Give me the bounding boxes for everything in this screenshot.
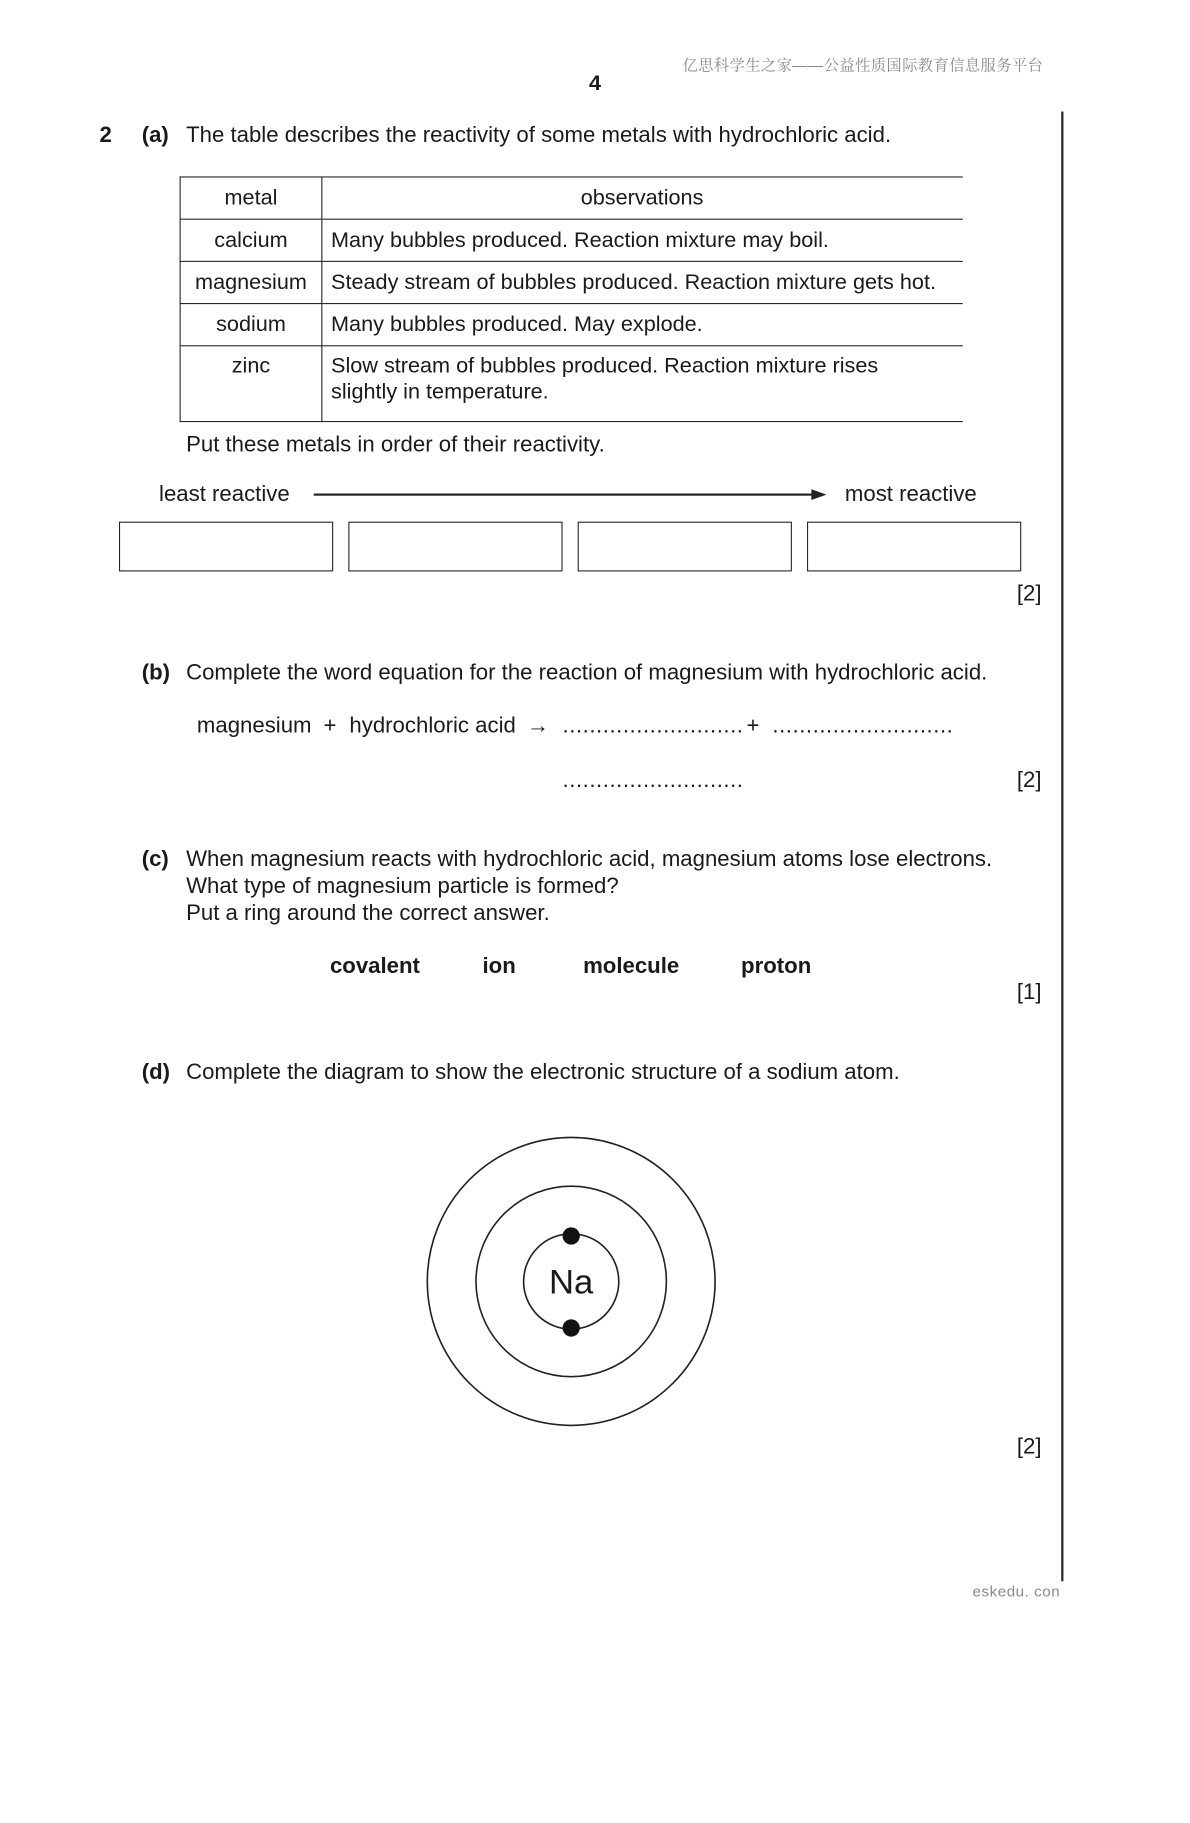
option-molecule[interactable]: molecule: [583, 953, 680, 979]
table-header-row: [180, 177, 963, 219]
part-c-line-2: What type of magnesium particle is formed?: [186, 873, 619, 899]
table-cell-metal: magnesium: [180, 261, 322, 303]
table-cell-observation: Many bubbles produced. May explode.: [322, 304, 963, 346]
marks-b: [2]: [1016, 767, 1042, 793]
marks-d: [2]: [1016, 1434, 1042, 1459]
most-reactive-label: most reactive: [844, 481, 977, 507]
reactivity-arrow-line: [314, 494, 814, 496]
answer-box-4[interactable]: [807, 522, 1021, 572]
reactivity-table: [180, 176, 963, 422]
table-row: [180, 346, 963, 422]
option-ion[interactable]: ion: [482, 953, 516, 979]
watermark-text: 亿思科学生之家——公益性质国际教育信息服务平台: [682, 56, 1044, 74]
table-cell-observation: Many bubbles produced. Reaction mixture may boil.: [322, 219, 963, 261]
sodium-atom-diagram: [422, 1132, 721, 1431]
nucleus-label: Na: [549, 1263, 594, 1302]
table-row: [180, 219, 963, 261]
product-blank-1[interactable]: ...........................: [562, 713, 744, 739]
table-row: [180, 304, 963, 346]
page-number: 4: [588, 71, 602, 96]
table-cell-observation: [322, 346, 963, 422]
part-b-text: Complete the word equation for the reaction of magnesium with hydrochloric acid.: [186, 660, 988, 686]
part-a-text: The table describes the reactivity of some metals with hydrochloric acid.: [186, 122, 892, 148]
part-c-line-1: When magnesium reacts with hydrochloric acid, magnesium atoms lose electrons.: [186, 846, 993, 872]
table-cell-metal: zinc: [180, 346, 322, 422]
reaction-arrow: →: [526, 713, 550, 739]
part-c-label: (c): [141, 846, 169, 872]
part-d-text: Complete the diagram to show the electronic structure of a sodium atom.: [186, 1059, 900, 1085]
margin-rule: [1061, 111, 1063, 1581]
part-d-label: (d): [141, 1059, 171, 1085]
arrow-head-icon: [811, 489, 826, 500]
electron-dot: [563, 1227, 580, 1244]
option-proton[interactable]: proton: [741, 953, 812, 979]
reactant-hydrochloric-acid: hydrochloric acid: [349, 713, 516, 739]
table-header-metal: metal: [180, 177, 322, 219]
table-cell-observation: Steady stream of bubbles produced. Reaction mixture gets hot.: [322, 261, 963, 303]
part-a-label: (a): [141, 122, 169, 148]
table-header-observations: observations: [322, 177, 963, 219]
marks-c: [1]: [1016, 979, 1042, 1005]
answer-box-1[interactable]: [119, 522, 333, 572]
product-blank-3[interactable]: ...........................: [562, 767, 744, 793]
footer-site: eskedu. con: [972, 1582, 1061, 1600]
option-covalent[interactable]: covalent: [329, 953, 420, 979]
table-row: [180, 261, 963, 303]
table-cell-metal: calcium: [180, 219, 322, 261]
part-b-label: (b): [141, 660, 171, 686]
product-blank-2[interactable]: ...........................: [772, 713, 954, 739]
part-c-line-3: Put a ring around the correct answer.: [186, 900, 550, 926]
question-number: 2: [99, 122, 112, 148]
observation-line-1: Slow stream of bubbles produced. Reaction mixture rises: [331, 353, 879, 378]
electron-dot: [563, 1319, 580, 1336]
table-cell-metal: sodium: [180, 304, 322, 346]
observation-line-2: slightly in temperature.: [331, 379, 549, 404]
reactant-magnesium: magnesium: [196, 713, 312, 739]
least-reactive-label: least reactive: [159, 481, 290, 507]
marks-a: [2]: [1016, 581, 1042, 607]
answer-box-3[interactable]: [578, 522, 792, 572]
answer-box-2[interactable]: [348, 522, 562, 572]
plus-sign: +: [323, 713, 337, 739]
plus-sign: +: [746, 713, 760, 739]
order-instruction: Put these metals in order of their reactivity.: [186, 431, 605, 457]
